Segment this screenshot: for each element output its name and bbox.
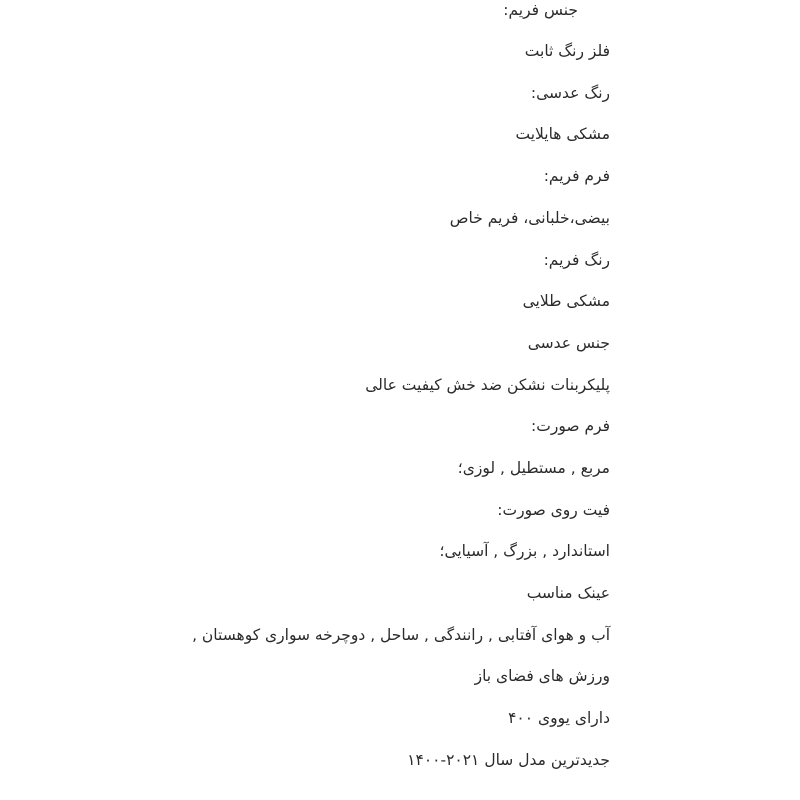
uv-protection-text: دارای یووی ۴۰۰	[508, 709, 610, 727]
face-fit-value: استاندارد , بزرگ , آسیایی؛	[439, 542, 610, 560]
frame-shape-label: فرم فریم:	[543, 167, 610, 185]
face-shape-value: مربع , مستطیل , لوزی؛	[457, 459, 610, 477]
face-fit-label: فیت روی صورت:	[497, 501, 610, 519]
frame-shape-value: بیضی،خلبانی، فریم خاص	[449, 209, 610, 227]
frame-color-value: مشکی طلایی	[522, 292, 610, 310]
frame-material-label: جنس فریم:	[503, 1, 578, 19]
suitable-for-value-line-2: ورزش های فضای باز	[474, 667, 610, 685]
suitable-for-value-line-1: آب و هوای آفتابی , رانندگی , ساحل , دوچرخه سواری کوهستان ,	[192, 626, 610, 644]
face-shape-label: فرم صورت:	[531, 417, 610, 435]
frame-color-label: رنگ فریم:	[543, 251, 610, 269]
lens-material-label: جنس عدسی	[527, 334, 610, 352]
frame-material-value: فلز رنگ ثابت	[524, 42, 610, 60]
suitable-for-label: عینک مناسب	[526, 584, 610, 602]
lens-material-value: پلیکربنات نشکن ضد خش کیفیت عالی	[365, 376, 610, 394]
model-year-text: جدیدترین مدل سال ۲۰۲۱-۱۴۰۰	[407, 751, 610, 769]
lens-color-label: رنگ عدسی:	[530, 84, 610, 102]
lens-color-value: مشکی هایلایت	[515, 125, 610, 143]
